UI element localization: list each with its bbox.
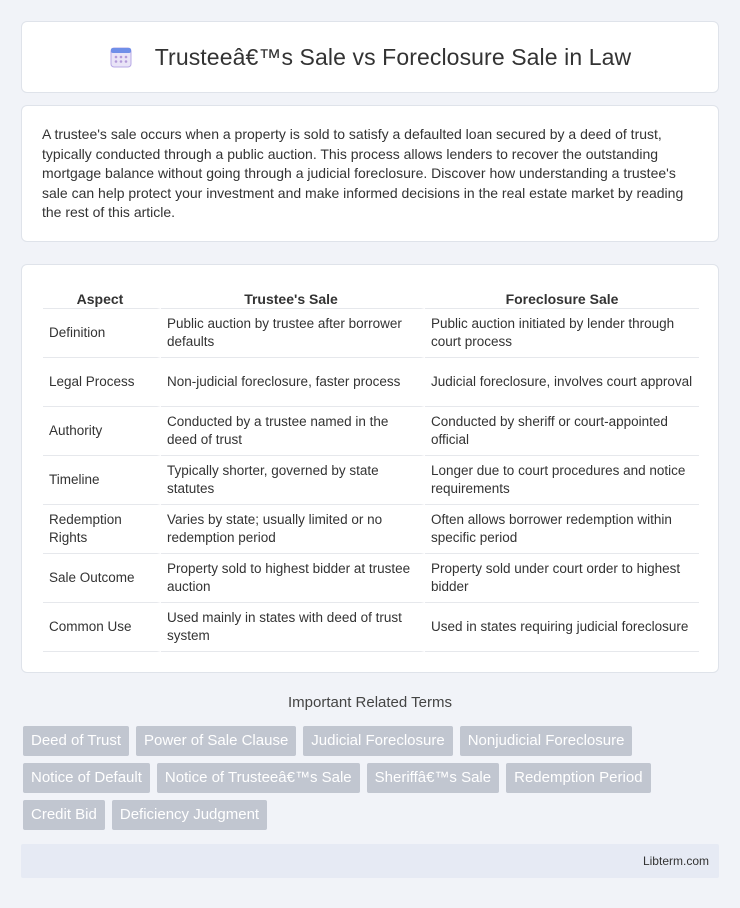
footer-site-link[interactable]: Libterm.com	[642, 854, 709, 868]
calendar-icon	[109, 45, 133, 69]
footer	[21, 844, 719, 878]
table-row	[43, 505, 699, 554]
related-terms-list	[23, 726, 723, 837]
related-term-tag[interactable]: Deed of Trust	[23, 726, 129, 756]
table-cell-aspect: Definition	[43, 309, 161, 358]
table-cell-foreclosure-sale: Judicial foreclosure, involves court approval	[425, 358, 699, 407]
related-term-tag[interactable]: Power of Sale Clause	[136, 726, 296, 756]
related-term-tag[interactable]: Redemption Period	[506, 763, 650, 793]
table-cell-trustees-sale: Public auction by trustee after borrower defaults	[161, 309, 425, 358]
table-cell-foreclosure-sale: Longer due to court procedures and notice requirements	[425, 456, 699, 505]
intro-text: A trustee's sale occurs when a property is sold to satisfy a defaulted loan secured by a deed of trust, typically conducted through a public auction. This process allows lenders to recover the outstanding mortgage balance without going through a judicial foreclosure. Discover how understanding a trustee's sale can help protect your investment and make informed decisions in the real estate market by reading the rest of this article.	[42, 126, 684, 220]
table-row	[43, 554, 699, 603]
table-cell-trustees-sale: Conducted by a trustee named in the deed of trust	[161, 407, 425, 456]
table-row	[43, 407, 699, 456]
table-row	[43, 309, 699, 358]
table-row	[43, 603, 699, 652]
table-cell-aspect: Timeline	[43, 456, 161, 505]
related-terms-title: Important Related Terms	[288, 694, 452, 711]
related-term-tag[interactable]: Sheriffâ€™s Sale	[367, 763, 499, 793]
related-term-tag[interactable]: Credit Bid	[23, 800, 105, 830]
comparison-table	[43, 285, 699, 652]
table-cell-trustees-sale: Varies by state; usually limited or no redemption period	[161, 505, 425, 554]
table-cell-foreclosure-sale: Used in states requiring judicial foreclosure	[425, 603, 699, 652]
table-cell-foreclosure-sale: Public auction initiated by lender through court process	[425, 309, 699, 358]
table-cell-foreclosure-sale: Often allows borrower redemption within specific period	[425, 505, 699, 554]
page-title: Trusteeâ€™s Sale vs Foreclosure Sale in Law	[154, 43, 632, 70]
table-cell-trustees-sale: Used mainly in states with deed of trust system	[161, 603, 425, 652]
related-term-tag[interactable]: Deficiency Judgment	[112, 800, 267, 830]
table-cell-aspect: Authority	[43, 407, 161, 456]
comparison-table-card	[21, 264, 719, 673]
related-term-tag[interactable]: Nonjudicial Foreclosure	[460, 726, 633, 756]
table-cell-trustees-sale: Typically shorter, governed by state statutes	[161, 456, 425, 505]
table-cell-aspect: Redemption Rights	[43, 505, 161, 554]
table-cell-trustees-sale: Property sold to highest bidder at trustee auction	[161, 554, 425, 603]
table-cell-aspect: Sale Outcome	[43, 554, 161, 603]
table-cell-foreclosure-sale: Property sold under court order to highest bidder	[425, 554, 699, 603]
related-term-tag[interactable]: Judicial Foreclosure	[303, 726, 452, 756]
column-header-trustees-sale: Trustee's Sale	[161, 285, 425, 309]
table-row	[43, 358, 699, 407]
related-term-tag[interactable]: Notice of Default	[23, 763, 150, 793]
table-cell-aspect: Legal Process	[43, 358, 161, 407]
table-cell-aspect: Common Use	[43, 603, 161, 652]
table-cell-trustees-sale: Non-judicial foreclosure, faster process	[161, 358, 425, 407]
column-header-foreclosure-sale: Foreclosure Sale	[425, 285, 699, 309]
intro-card	[21, 105, 719, 242]
table-header-row	[43, 285, 699, 309]
table-row	[43, 456, 699, 505]
title-card	[21, 21, 719, 93]
related-term-tag[interactable]: Notice of Trusteeâ€™s Sale	[157, 763, 360, 793]
column-header-aspect: Aspect	[43, 285, 161, 309]
table-cell-foreclosure-sale: Conducted by sheriff or court-appointed official	[425, 407, 699, 456]
